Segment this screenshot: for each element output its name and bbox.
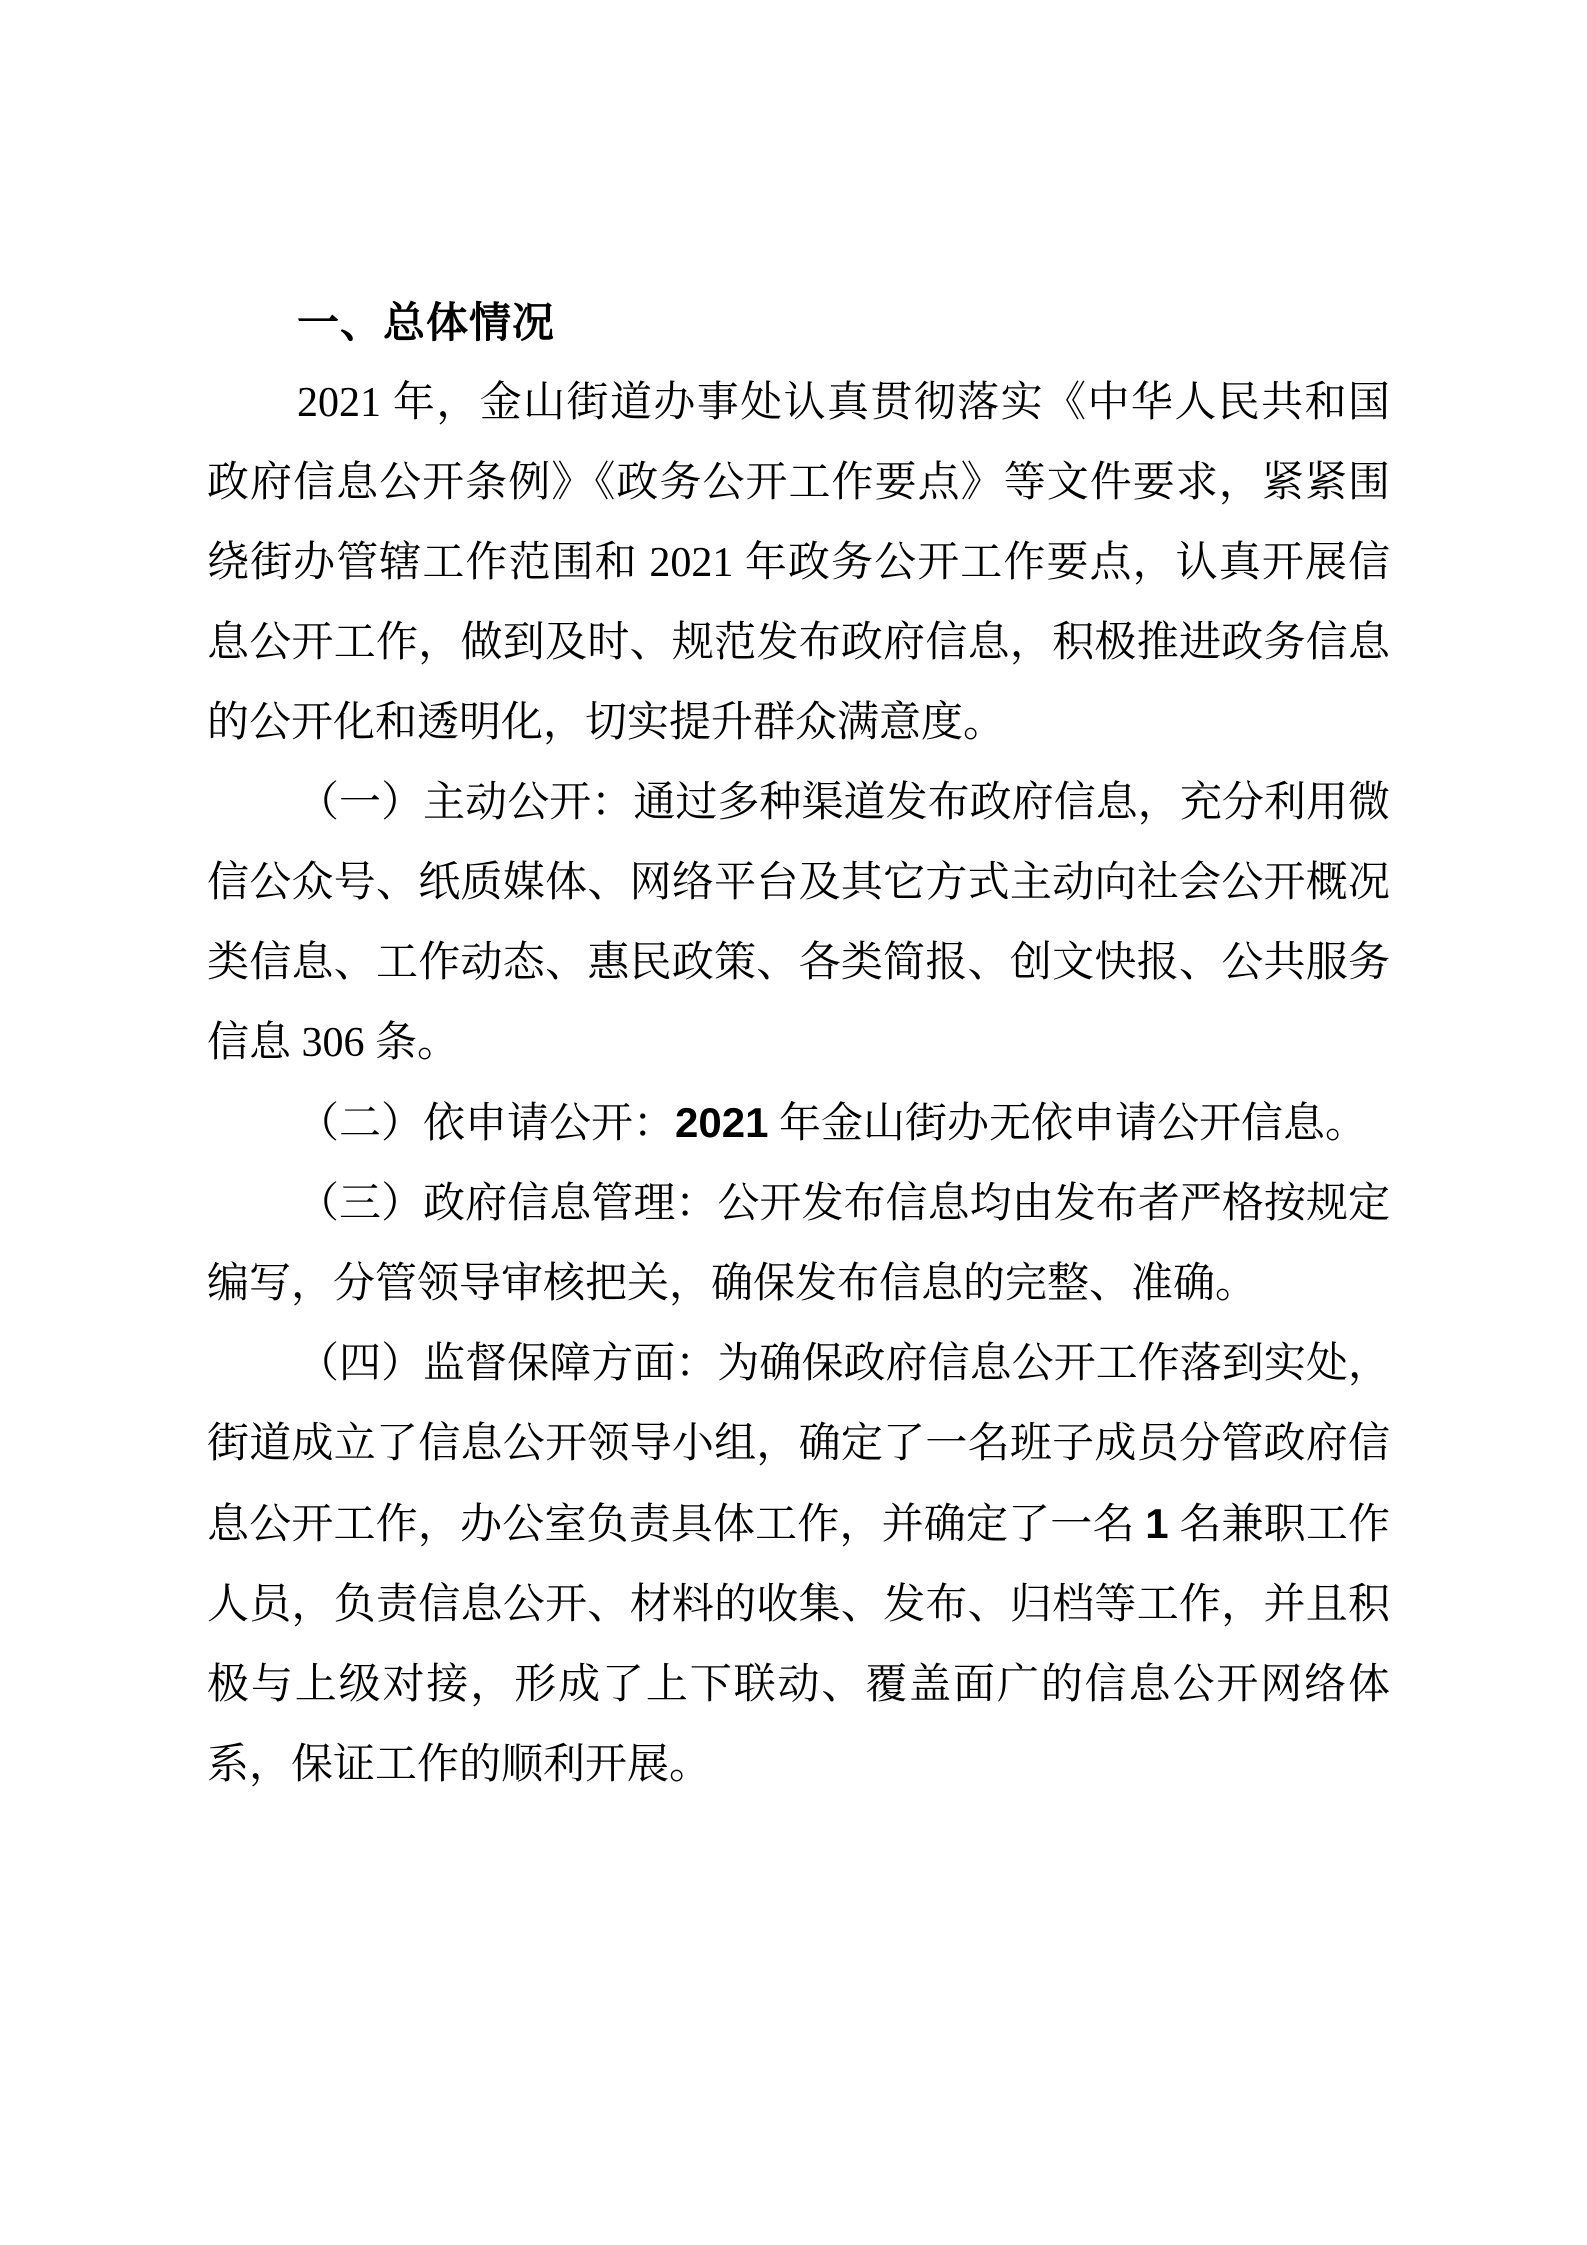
text-run: （三）政府信息管理：公开发布信息均由发布者严格按规定编写，分管领导审核把关，确保发布信息的完整、准确。: [207, 1181, 1390, 1307]
paragraph: [207, 763, 1390, 1083]
section-heading: 一、总体情况: [297, 299, 556, 346]
document-body: [207, 363, 1390, 1805]
text-run: （二）依申请公开：: [297, 1101, 676, 1147]
text-run: 名兼职工作人员，负责信息公开、材料的收集、发布、归档等工作，并且积极与上级对接，形成了上下联动、覆盖面广的信息公开网络体系，保证工作的顺利开展。: [207, 1502, 1390, 1788]
text-run: （一）主动公开：通过多种渠道发布政府信息，充分利用微信公众号、纸质媒体、网络平台及其它方式主动向社会公开概况类信息、工作动态、惠民政策、各类简报、创文快报、公共服务信息 306 条。: [207, 780, 1390, 1066]
bold-text-run: 1: [1145, 1500, 1169, 1547]
text-run: （四）监督保障方面：为确保政府信息公开工作落到实处，街道成立了信息公开领导小组，确定了一名班子成员分管政府信息公开工作，办公室负责具体工作，并确定了一名: [207, 1341, 1390, 1548]
text-run: 2021 年，金山街道办事处认真贯彻落实《中华人民共和国政府信息公开条例》《政务公开工作要点》等文件要求，紧紧围绕街办管辖工作范围和 2021 年政务公开工作要点，认真开展信息公开工作，做到及时、规范发布政府信息，积极推进政务信息的公开化和透明化，切实提升群众满意度。: [207, 380, 1390, 746]
paragraph: [207, 1324, 1390, 1805]
paragraph: [207, 1164, 1390, 1324]
bold-text-run: 2021: [675, 1099, 769, 1146]
paragraph: [207, 363, 1390, 763]
paragraph: [207, 1083, 1390, 1164]
text-run: 年金山街办无依申请公开信息。: [768, 1101, 1367, 1147]
